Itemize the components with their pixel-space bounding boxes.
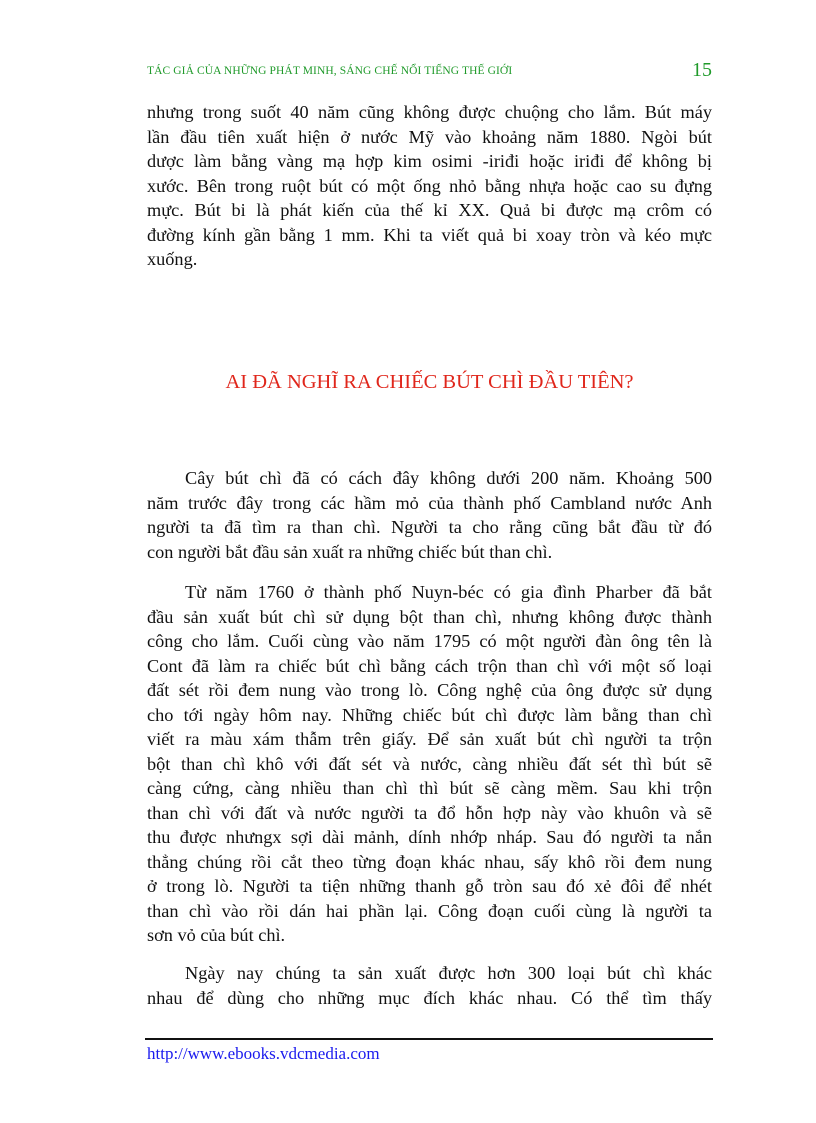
section-heading: AI ĐÃ NGHĨ RA CHIẾC BÚT CHÌ ĐẦU TIÊN? <box>225 371 634 393</box>
paragraph-2 <box>147 466 712 564</box>
text-line: sơn vỏ của bút chì. <box>147 925 286 945</box>
text-line: Cont đã làm ra chiếc bút chì bằng cách trộn than chì với một số loại <box>147 655 712 676</box>
text-line: càng cứng, càng nhiều than chì thì bút sẽ càng mềm. Sau khi trộn <box>147 778 712 798</box>
text-line: xuống. <box>147 249 198 269</box>
text-line: viết ra màu xám thẫm trên giấy. Để sản xuất bút chì người ta trộn <box>147 729 712 749</box>
text-line: đường kính gần bằng 1 mm. Khi ta viết quả bi xoay tròn và kéo mực <box>147 224 712 245</box>
running-header <box>147 59 712 82</box>
footer-link[interactable]: http://www.ebooks.vdcmedia.com <box>147 1044 380 1063</box>
text-line: thẳng chúng rồi cắt theo từng đoạn khác nhau, sấy khô rồi đem nung <box>147 851 712 872</box>
text-line: mực. Bút bi là phát kiến của thế kỉ XX. Quả bi được mạ crôm có <box>147 200 712 220</box>
text-line: bột than chì khô với đất sét và nước, càng nhiều đất sét thì bút sẽ <box>147 753 712 774</box>
running-title: TÁC GIẢ CỦA NHỮNG PHÁT MINH, SÁNG CHẾ NỔI TIẾNG THẾ GIỚI <box>147 65 513 77</box>
text-line: Cây bút chì đã có cách đây không dưới 200 năm. Khoảng 500 <box>185 468 712 488</box>
text-line: lần đầu tiên xuất hiện ở nước Mỹ vào khoảng năm 1880. Ngòi bút <box>147 126 712 147</box>
paragraph-3 <box>147 580 712 948</box>
text-line: con người bắt đầu sản xuất ra những chiếc bút than chì. <box>147 541 553 562</box>
text-line: nhau để dùng cho những mục đích khác nhau. Có thể tìm thấy <box>147 987 712 1008</box>
text-line: than chì với đất và nước người ta đổ hỗn hợp này vào khuôn và sẽ <box>147 802 712 823</box>
text-line: Ngày nay chúng ta sản xuất được hơn 300 loại bút chì khác <box>185 963 712 983</box>
text-line: cho tới ngày hôm nay. Những chiếc bút chì được làm bằng than chì <box>147 704 712 725</box>
footer-divider <box>145 1038 713 1040</box>
text-line: đầu sản xuất bút chì sử dụng bột than chì, nhưng không được thành <box>147 606 712 627</box>
text-line: thu được nhưngx sợi dài mảnh, dính nhớp nháp. Sau đó người ta nắn <box>147 827 712 847</box>
text-line: than chì vào rồi dán hai phần lại. Công đoạn cuối cùng là người ta <box>147 900 712 921</box>
page-number: 15 <box>692 59 712 81</box>
text-line: công cho lắm. Cuối cùng vào năm 1795 có một người đàn ông tên là <box>147 631 712 651</box>
text-line: Từ năm 1760 ở thành phố Nuyn-béc có gia đình Pharber đã bắt <box>185 582 712 602</box>
paragraph-4 <box>147 961 712 1010</box>
text-line: ở trong lò. Người ta tiện những thanh gỗ tròn sau đó xẻ đôi để nhét <box>147 876 712 896</box>
paragraph-1 <box>147 100 712 272</box>
text-line: năm trước đây trong các hầm mỏ của thành phố Cambland nước Anh <box>147 492 712 513</box>
text-line: đất sét rồi đem nung vào trong lò. Công nghệ của ông được sử dụng <box>147 680 712 700</box>
text-line: xước. Bên trong ruột bút có một ống nhỏ bằng nhựa hoặc cao su đựng <box>147 175 712 196</box>
text-line: nhưng trong suốt 40 năm cũng không được chuộng cho lắm. Bút máy <box>147 102 712 122</box>
text-line: dược làm bằng vàng mạ hợp kim osimi -iriđi hoặc iriđi để không bị <box>147 151 712 171</box>
text-line: người ta đã tìm ra than chì. Người ta cho rằng cũng bắt đầu từ đó <box>147 517 712 537</box>
